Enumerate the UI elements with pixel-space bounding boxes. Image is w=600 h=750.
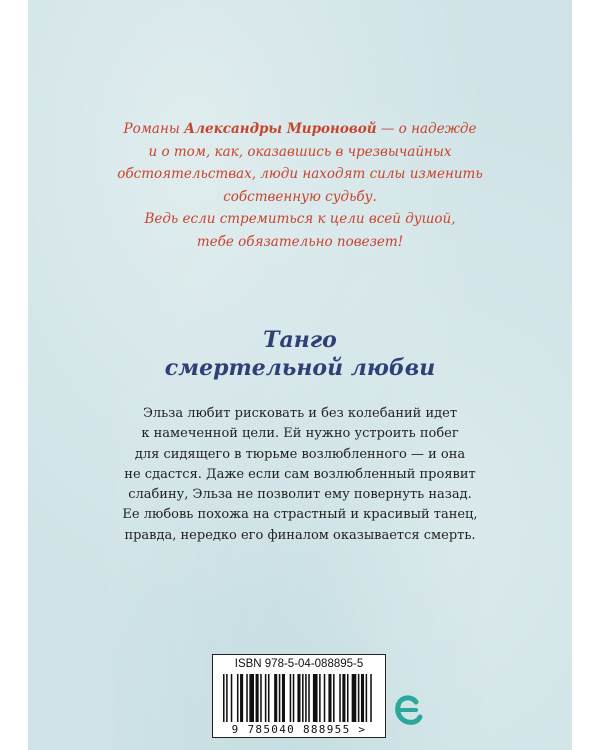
description-line: слабину, Эльза не позволит ему повернуть назад. [128,487,472,503]
blurb-suffix: — о надежде [376,121,477,137]
book-title-line-2: смертельной любви [164,355,436,381]
isbn-label: ISBN 978-5-04-088895-5 [234,658,364,670]
description-line: Эльза любит рисковать и без колебаний идет [142,406,458,421]
blurb-line-2: и о том, как, оказавшись в чрезвычайных [148,143,452,160]
description-line: к намеченной цели. Ей нужно устроить побег [141,426,459,442]
description-line: Ее любовь похожа на страстный и красивый танец, [122,507,478,523]
barcode-bars [217,674,381,722]
barcode-digits: 9 785040 888955 > [231,723,367,736]
isbn-barcode [212,654,386,738]
book-title [28,326,572,382]
description-line: не сдастся. Даже если сам возлюбленный проявит [124,466,476,482]
blurb-line-4: собственную судьбу. [223,188,377,205]
blurb-prefix: Романы [123,121,185,137]
description-line: правда, нередко его финалом оказывается смерть. [124,527,476,543]
blurb-line-5: Ведь если стремиться к цели всей душой, [144,211,456,227]
book-description [28,404,572,546]
author-name: Александры Мироновой [184,121,377,137]
publisher-logo-icon [392,690,424,730]
blurb-line-1 [28,118,572,141]
book-title-line-1: Танго [263,327,337,353]
description-line: для сидящего в тюрьме возлюбленного — и она [134,446,466,462]
blurb-line-6: тебе обязательно повезет! [196,233,404,250]
author-blurb [28,118,572,253]
blurb-line-3: обстоятельствах, люди находят силы изменить [117,166,483,182]
